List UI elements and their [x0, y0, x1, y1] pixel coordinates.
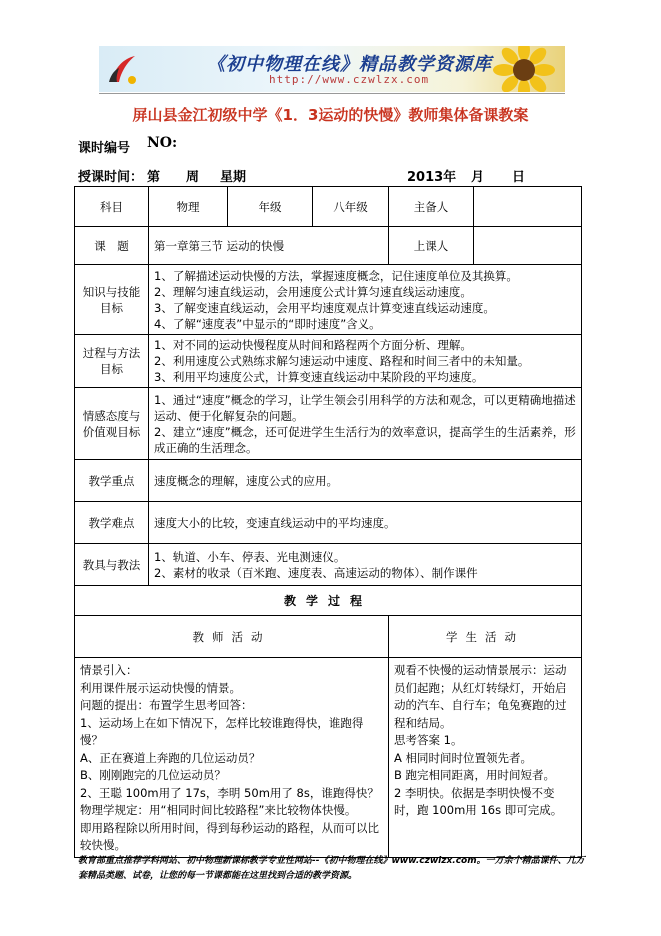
list-item: 2、王聪 100m用了 17s，李明 50m用了 8s，谁跑得快？ [80, 785, 379, 800]
list-item: B、刚刚跑完的几位运动员？ [80, 768, 226, 782]
row-content [149, 265, 582, 335]
list-item: 3、了解变速直线运动，会用平均速度观点计算变速直线运动速度。 [154, 300, 495, 315]
banner-slogan: 《初中物理在线》精品教学资源库 [207, 54, 492, 75]
lesson-time-weekday: 星期 [220, 170, 247, 185]
row-label: 教学重点 [75, 460, 149, 502]
row-content [149, 388, 582, 460]
site-logo-icon [105, 52, 139, 86]
teacher-activity-heading: 教师活动 [75, 616, 389, 658]
table-row [75, 335, 582, 388]
list-item: 物理学规定：用“相同时间比较路程”来比较物体快慢。 [80, 803, 357, 817]
table-row [75, 544, 582, 586]
list-item: 思考答案 1。 [394, 733, 463, 747]
list-item: 情景引入： [80, 663, 138, 677]
header-banner [99, 46, 565, 92]
course-number-label: 课时编号 [78, 141, 131, 156]
topic-label: 课 题 [75, 227, 149, 265]
list-item: 1、了解描述运动快慢的方法，掌握速度概念，记住速度单位及其换算。 [154, 268, 518, 283]
row-label: 情感态度与价值观目标 [75, 388, 149, 460]
lesson-time-month: 月 [471, 170, 485, 185]
list-item: 1、轨道、小车、停表、光电测速仪。 [154, 549, 346, 564]
sunflower-icon [489, 46, 559, 92]
list-item: 1、通过“速度”概念的学习，让学生领会引用科学的方法和观念，可以更精确地描述运动、便于化解复杂的问题。 [154, 392, 576, 423]
list-item: 2、利用速度公式熟练求解匀速运动中速度、路程和时间三者中的未知量。 [154, 354, 530, 368]
grade-value: 八年级 [313, 187, 389, 227]
teacher-activity-content [75, 658, 389, 858]
list-item: 2、素材的收录（百米跑、速度表、高速运动的物体）、制作课件 [154, 565, 478, 580]
row-label: 过程与方法目标 [75, 335, 149, 388]
list-item: 2、建立“速度”概念，还可促进学生生活行为的效率意识，提高学生的生活素养，形成正确的生活理念。 [154, 424, 576, 455]
row-content: 速度大小的比较，变速直线运动中的平均速度。 [149, 502, 582, 544]
list-item: B 跑完相同距离，用时间短者。 [394, 768, 556, 782]
row-content: 速度概念的理解，速度公式的应用。 [149, 460, 582, 502]
course-number-value: NO: [147, 135, 178, 151]
teacher-label: 上课人 [389, 227, 474, 265]
banner-url: http://www.czwlzx.com [269, 73, 430, 86]
list-item: 1、对不同的运动快慢程度从时间和路程两个方面分析、理解。 [154, 338, 472, 352]
student-activity-heading: 学生活动 [389, 616, 582, 658]
table-row [75, 388, 582, 460]
header-rule [99, 93, 565, 94]
list-item: A、正在赛道上奔跑的几位运动员？ [80, 750, 261, 765]
list-item: 问题的提出：布置学生思考回答： [80, 698, 253, 712]
table-row [75, 265, 582, 335]
student-activity-content [389, 658, 582, 858]
document-title: 屏山县金江初级中学《1．3运动的快慢》教师集体备课教案 [132, 106, 529, 124]
list-item: A 相同时间时位置领先者。 [394, 750, 533, 765]
subject-value: 物理 [149, 187, 228, 227]
lead-preparer-value [474, 187, 582, 227]
list-item: 2 李明快。依据是李明快慢不变时，跑 100m用 16s 即可完成。 [394, 785, 563, 817]
lesson-time-week: 第 周 [147, 170, 200, 185]
page-footer: 教育部重点推荐学科网站、初中物理新课标教学专业性网站--《初中物理在线》www.czwlzx.com。一万余个精品课件、几万套精品类题、试卷，让您的每一节课都能在这里找到合适的教学资源。 [78, 856, 585, 881]
topic-value: 第一章第三节 运动的快慢 [149, 227, 389, 265]
list-item: 利用课件展示运动快慢的情景。 [80, 680, 241, 695]
teacher-value [474, 227, 582, 265]
row-content [149, 544, 582, 586]
list-item: 3、利用平均速度公式，计算变速直线运动中某阶段的平均速度。 [154, 370, 484, 384]
list-item: 2、理解匀速直线运动，会用速度公式计算匀速直线运动速度。 [154, 284, 472, 299]
row-label: 教具与教法 [75, 544, 149, 586]
grade-label: 年级 [228, 187, 313, 227]
table-row [75, 460, 582, 502]
lead-preparer-label: 主备人 [389, 187, 474, 227]
list-item: 1、运动场上在如下情况下，怎样比较谁跑得快，谁跑得慢？ [80, 715, 364, 747]
subject-label: 科目 [75, 187, 149, 227]
table-row [75, 502, 582, 544]
lesson-time-year: 2013年 [407, 170, 457, 185]
list-item: 4、了解“速度表”中显示的“即时速度”含义。 [154, 316, 381, 331]
list-item: 即用路程除以所用时间，得到每秒运动的路程，从而可以比较快慢。 [80, 820, 379, 852]
lesson-time-day: 日 [512, 170, 526, 185]
row-label: 知识与技能目标 [75, 265, 149, 335]
teaching-process-heading: 教学过程 [75, 586, 582, 616]
lesson-plan-table [74, 186, 582, 858]
lesson-time-label: 授课时间： [78, 170, 144, 185]
list-item: 观看不快慢的运动情景展示：运动员们起跑；从红灯转绿灯，开始启动的汽车、自行车；龟兔赛跑的过程和结局。 [394, 663, 567, 730]
row-label: 教学难点 [75, 502, 149, 544]
row-content [149, 335, 582, 388]
